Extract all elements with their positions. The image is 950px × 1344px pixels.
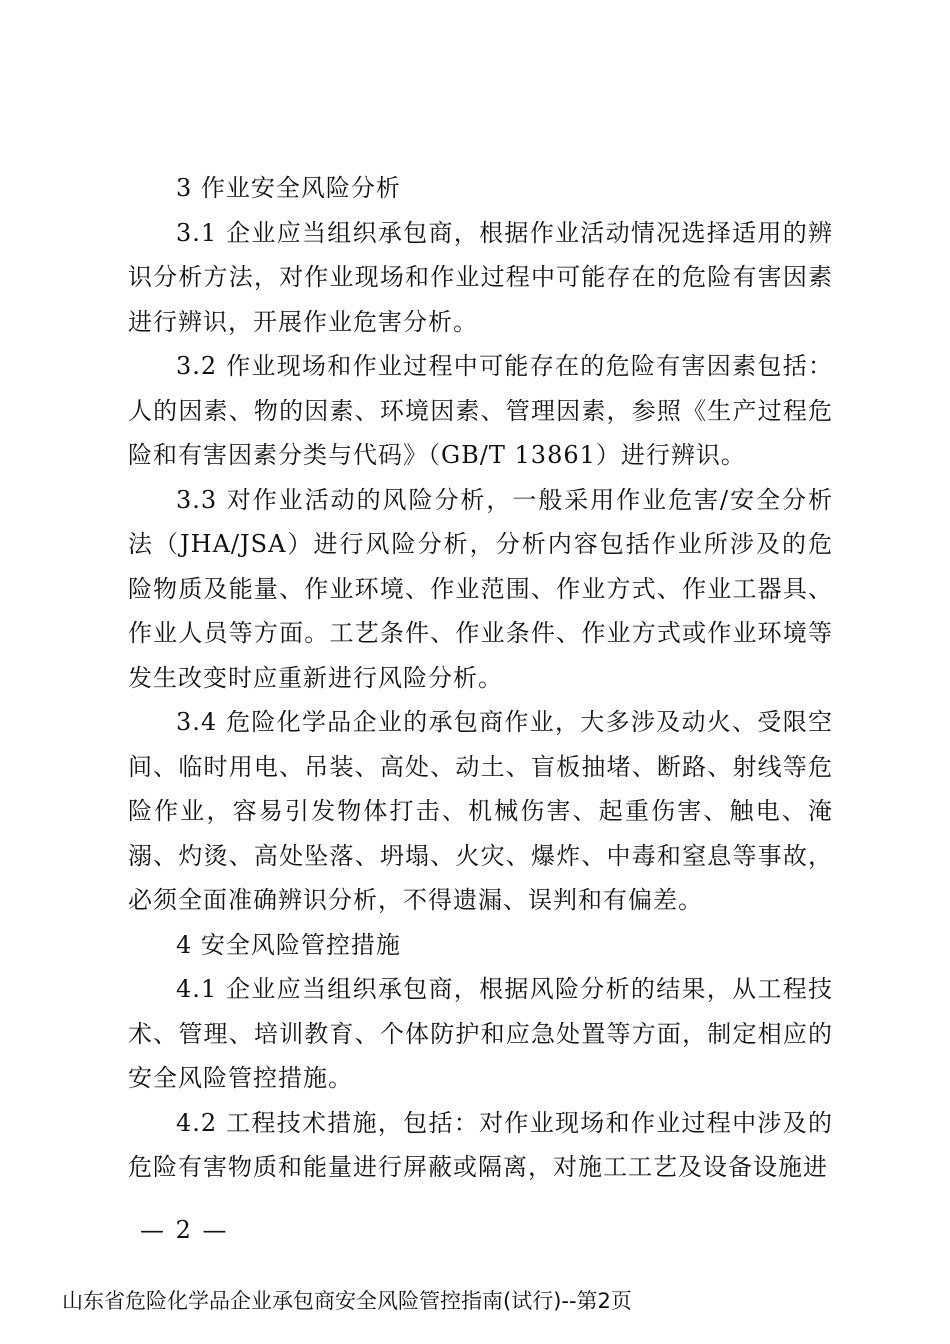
- page-number: — 2 —: [140, 1216, 229, 1244]
- document-body: [128, 166, 833, 1190]
- section-heading-3: 3 作业安全风险分析: [176, 174, 401, 202]
- paragraph-3-2: 3.2 作业现场和作业过程中可能存在的危险有害因素包括：人的因素、物的因素、环境因素、管理因素，参照《生产过程危险和有害因素分类与代码》（GB/T 13861）进行辨识。: [128, 352, 833, 469]
- paragraph-4-2: 4.2 工程技术措施，包括：对作业现场和作业过程中涉及的危险有害物质和能量进行屏蔽或隔离，对施工工艺及设备设施进: [128, 1108, 833, 1181]
- paragraph-4-1: 4.1 企业应当组织承包商，根据风险分析的结果，从工程技术、管理、培训教育、个体防护和应急处置等方面，制定相应的安全风险管控措施。: [128, 975, 833, 1092]
- paragraph-3-3: 3.3 对作业活动的风险分析，一般采用作业危害/安全分析法（JHA/JSA）进行风险分析，分析内容包括作业所涉及的危险物质及能量、作业环境、作业范围、作业方式、作业工器具、作业人员等方面。工艺条件、作业条件、作业方式或作业环境等发生改变时应重新进行风险分析。: [128, 485, 833, 692]
- section-heading-4: 4 安全风险管控措施: [176, 930, 401, 959]
- paragraph-3-4: 3.4 危险化学品企业的承包商作业，大多涉及动火、受限空间、临时用电、吊装、高处、动土、盲板抽堵、断路、射线等危险作业，容易引发物体打击、机械伤害、起重伤害、触电、淹溺、灼烫、高处坠落、坍塌、火灾、爆炸、中毒和窒息等事故，必须全面准确辨识分析，不得遗漏、误判和有偏差。: [128, 708, 833, 914]
- paragraph-3-1: 3.1 企业应当组织承包商，根据作业活动情况选择适用的辨识分析方法，对作业现场和作业过程中可能存在的危险有害因素进行辨识，开展作业危害分析。: [128, 218, 833, 336]
- footer-caption: 山东省危险化学品企业承包商安全风险管控指南(试行)--第2页: [62, 1289, 632, 1313]
